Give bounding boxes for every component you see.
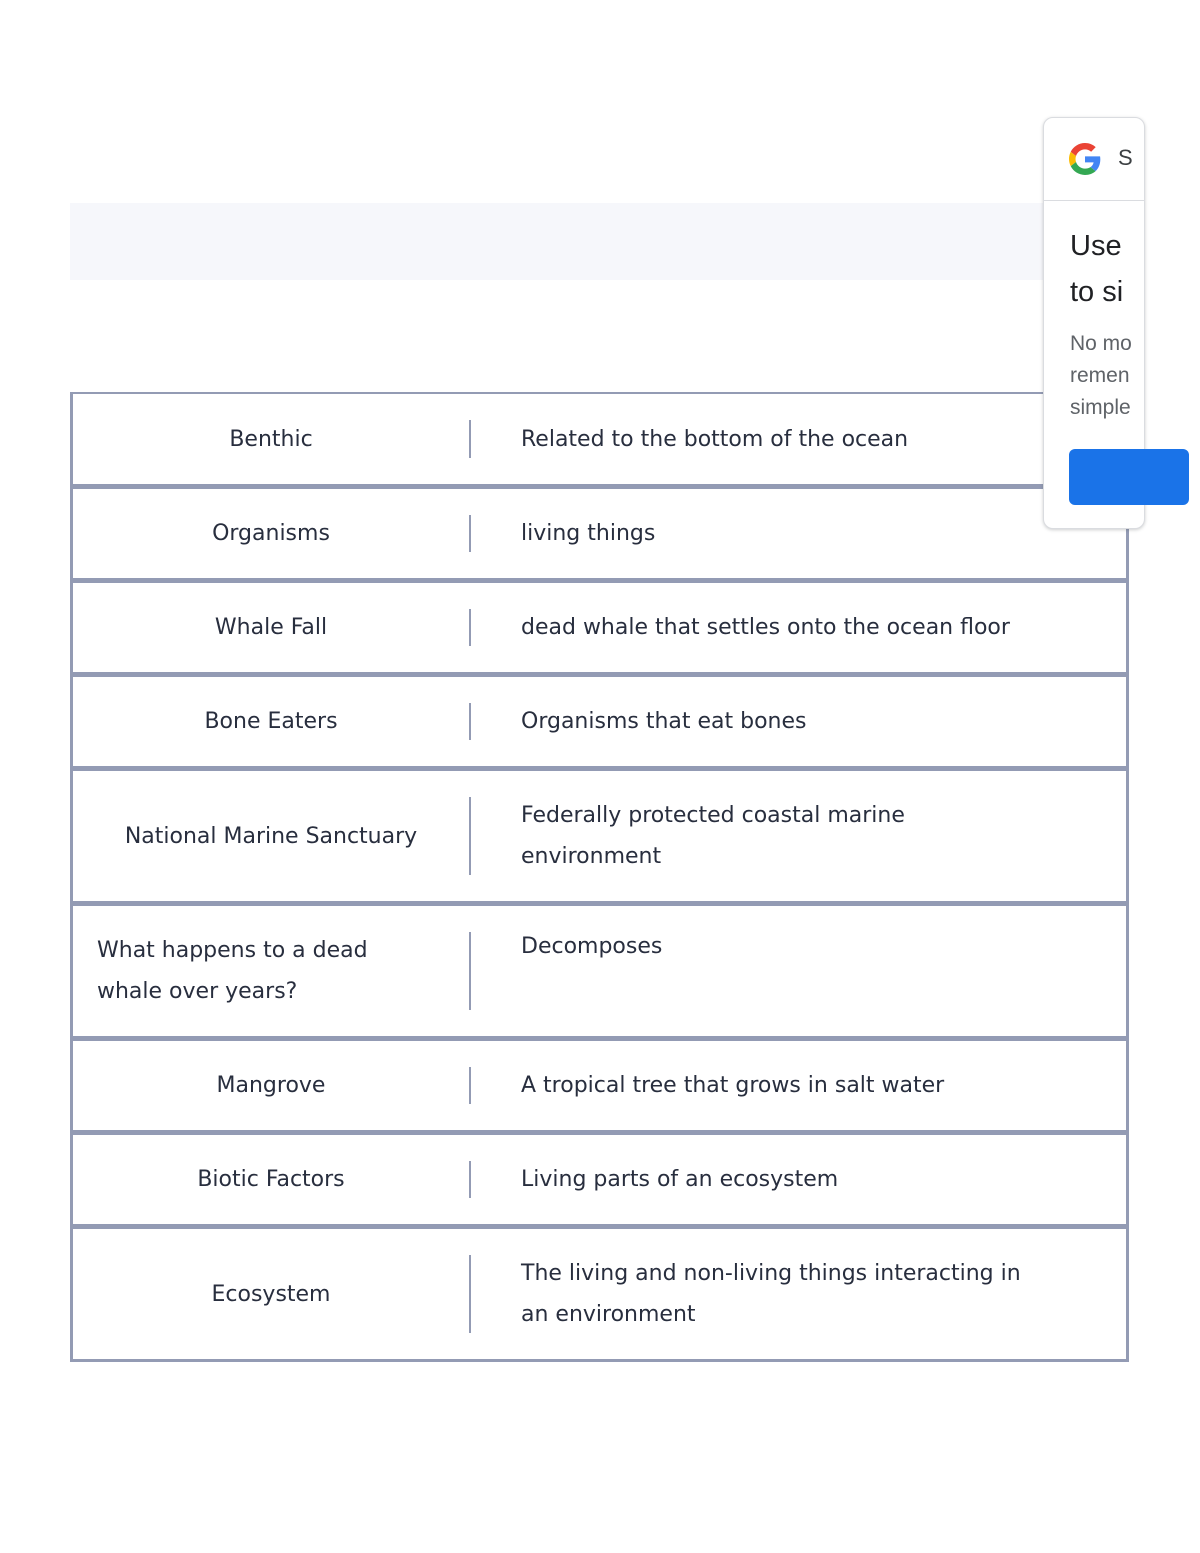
flashcard-row[interactable]: [70, 1132, 1129, 1227]
flashcard-list: [70, 392, 1129, 1362]
google-sign-in-prompt: [1043, 110, 1133, 540]
term-text: Organisms: [212, 521, 330, 546]
definition-text: Living parts of an ecosystem: [521, 1167, 839, 1192]
definition-text: Federally protected coastal marine environment: [521, 803, 905, 869]
flashcard-row[interactable]: [70, 486, 1129, 581]
flashcard-row[interactable]: [70, 1038, 1129, 1133]
definition-text: Related to the bottom of the ocean: [521, 426, 909, 452]
flashcard-row[interactable]: [70, 674, 1129, 769]
term-text: Biotic Factors: [197, 1167, 345, 1192]
google-one-tap-card: [1043, 117, 1145, 529]
flashcard-row[interactable]: [70, 903, 1129, 1039]
definition-text: A tropical tree that grows in salt water: [521, 1073, 945, 1098]
term-text: National Marine Sanctuary: [124, 823, 418, 849]
term-text: Bone Eaters: [204, 709, 338, 734]
google-prompt-title: Use to si: [1070, 230, 1124, 308]
term-text: Ecosystem: [211, 1281, 331, 1307]
google-continue-button[interactable]: [1069, 449, 1189, 505]
flashcard-row[interactable]: [70, 392, 1129, 487]
flashcard-row[interactable]: [70, 580, 1129, 675]
term-text: Mangrove: [216, 1073, 326, 1098]
definition-text: Organisms that eat bones: [521, 709, 807, 734]
ad-banner-placeholder: [70, 203, 1050, 280]
term-text: Benthic: [229, 426, 313, 452]
term-text: What happens to a dead whale over years?: [97, 938, 368, 1004]
definition-text: Decomposes: [521, 934, 663, 959]
google-prompt-header-text: S: [1118, 145, 1133, 170]
definition-text: dead whale that settles onto the ocean floor: [521, 615, 1010, 640]
flashcard-row[interactable]: [70, 768, 1129, 904]
definition-text: The living and non-living things interacting in an environment: [521, 1261, 1021, 1327]
google-prompt-header: [1044, 118, 1144, 201]
google-g-icon: [1069, 143, 1101, 175]
google-prompt-subtitle: No mo remen simple: [1070, 332, 1132, 419]
definition-text: living things: [521, 521, 656, 546]
flashcard-row[interactable]: [70, 1226, 1129, 1362]
term-text: Whale Fall: [214, 615, 328, 640]
